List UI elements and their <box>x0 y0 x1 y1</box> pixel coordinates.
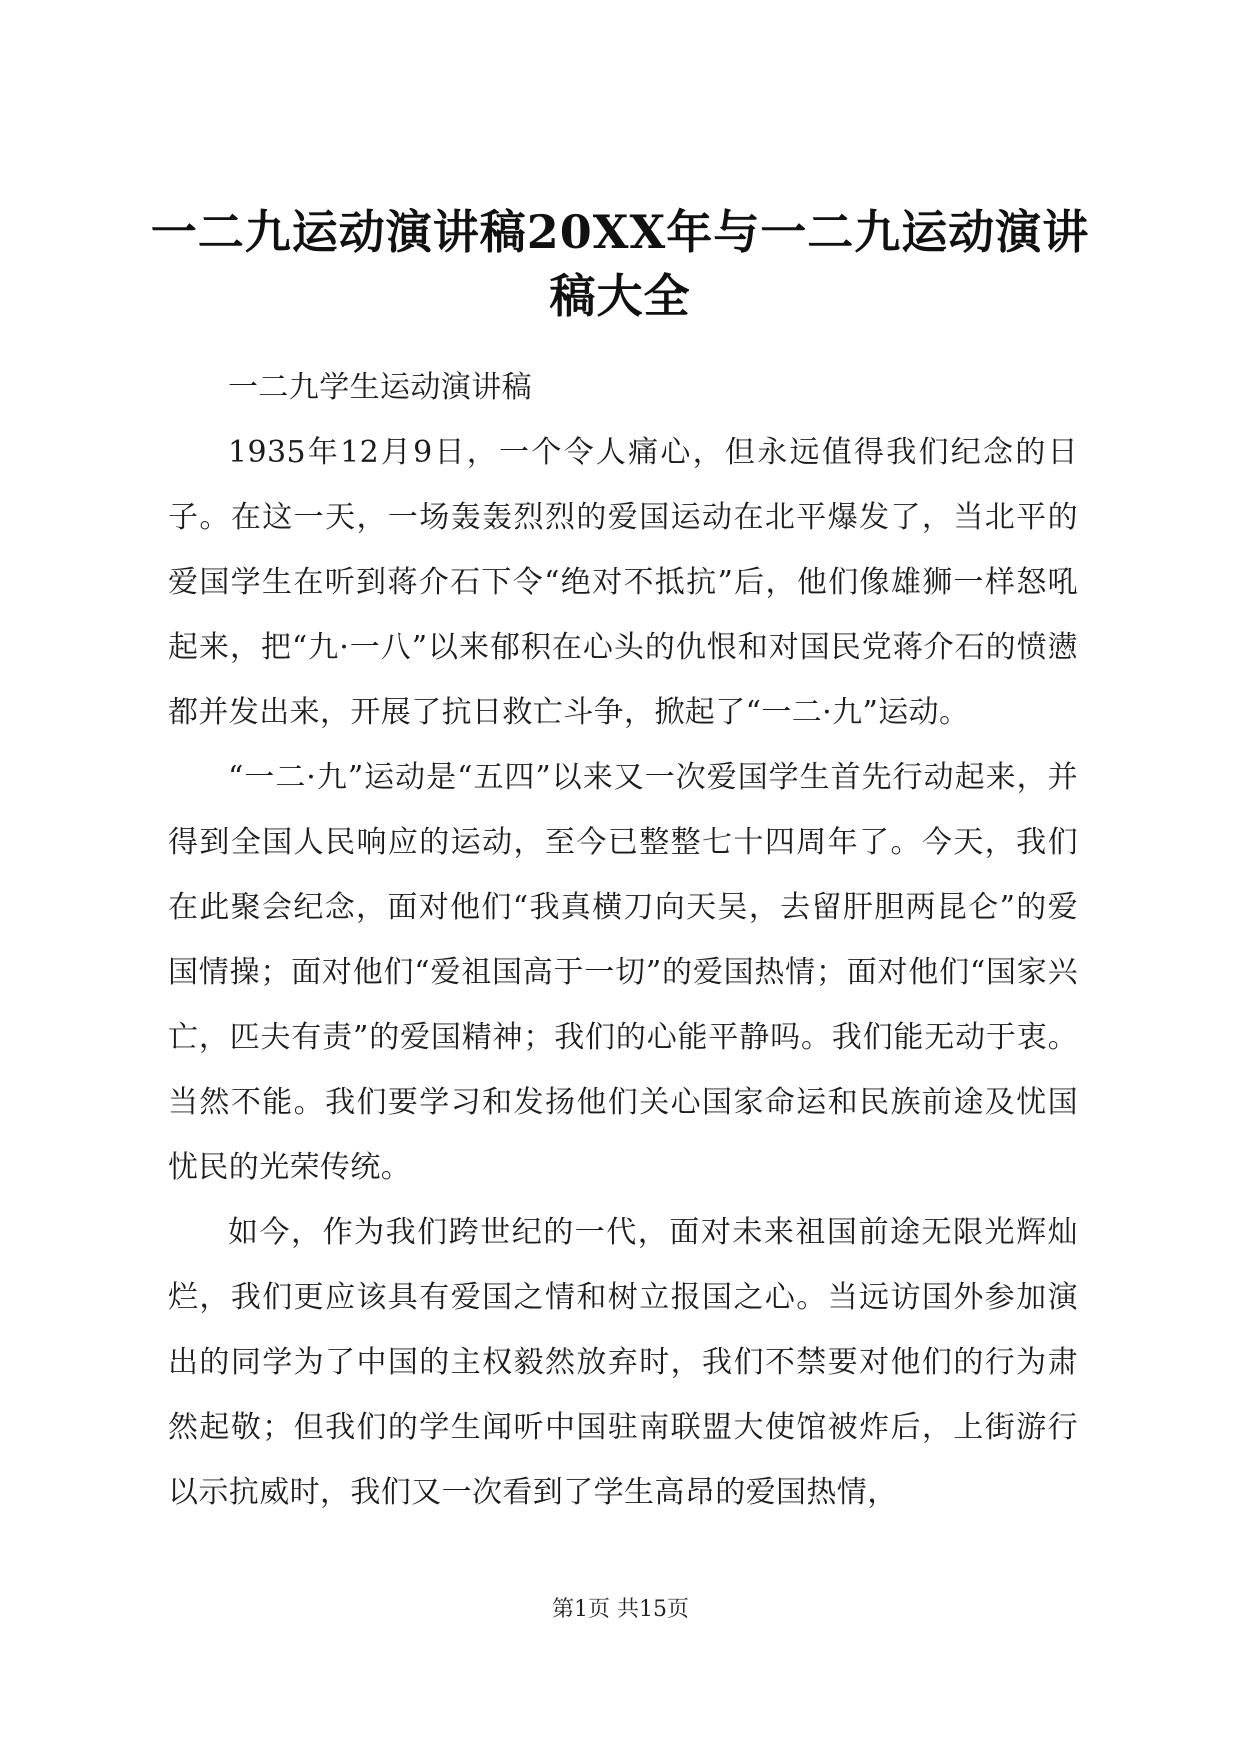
subtitle-paragraph: 一二九学生运动演讲稿 <box>228 370 532 405</box>
document-body <box>168 355 1078 1525</box>
body-paragraph: “一二·九”运动是“五四”以来又一次爱国学生首先行动起来，并得到全国人民响应的运动，至今已整整七十四周年了。今天，我们在此聚会纪念，面对他们“我真横刀向天吴，去留肝胆两昆仑”的爱国情操；面对他们“爱祖国高于一切”的爱国热情；面对他们“国家兴亡，匹夫有责”的爱国精神；我们的心能平静吗。我们能无动于衷。当然不能。我们要学习和发扬他们关心国家命运和民族前途及忧国忧民的光荣传统。 <box>168 760 1078 1185</box>
page-number-footer: 第1页 共15页 <box>552 1597 689 1622</box>
body-paragraph: 如今，作为我们跨世纪的一代，面对未来祖国前途无限光辉灿烂，我们更应该具有爱国之情和树立报国之心。当远访国外参加演出的同学为了中国的主权毅然放弃时，我们不禁要对他们的行为肃然起敬；但我们的学生闻听中国驻南联盟大使馆被炸后，上街游行以示抗威时，我们又一次看到了学生高昂的爱国热情， <box>168 1215 1078 1510</box>
body-paragraph: 1935年12月9日，一个令人痛心，但永远值得我们纪念的日子。在这一天，一场轰轰烈烈的爱国运动在北平爆发了，当北平的爱国学生在听到蒋介石下令“绝对不抵抗”后，他们像雄狮一样怒吼起来，把“九·一八”以来郁积在心头的仇恨和对国民党蒋介石的愤懑都并发出来，开展了抗日救亡斗争，掀起了“一二·九”运动。 <box>168 435 1078 730</box>
document-title: 一二九运动演讲稿20XX年与一二九运动演讲稿大全 <box>150 205 1090 323</box>
